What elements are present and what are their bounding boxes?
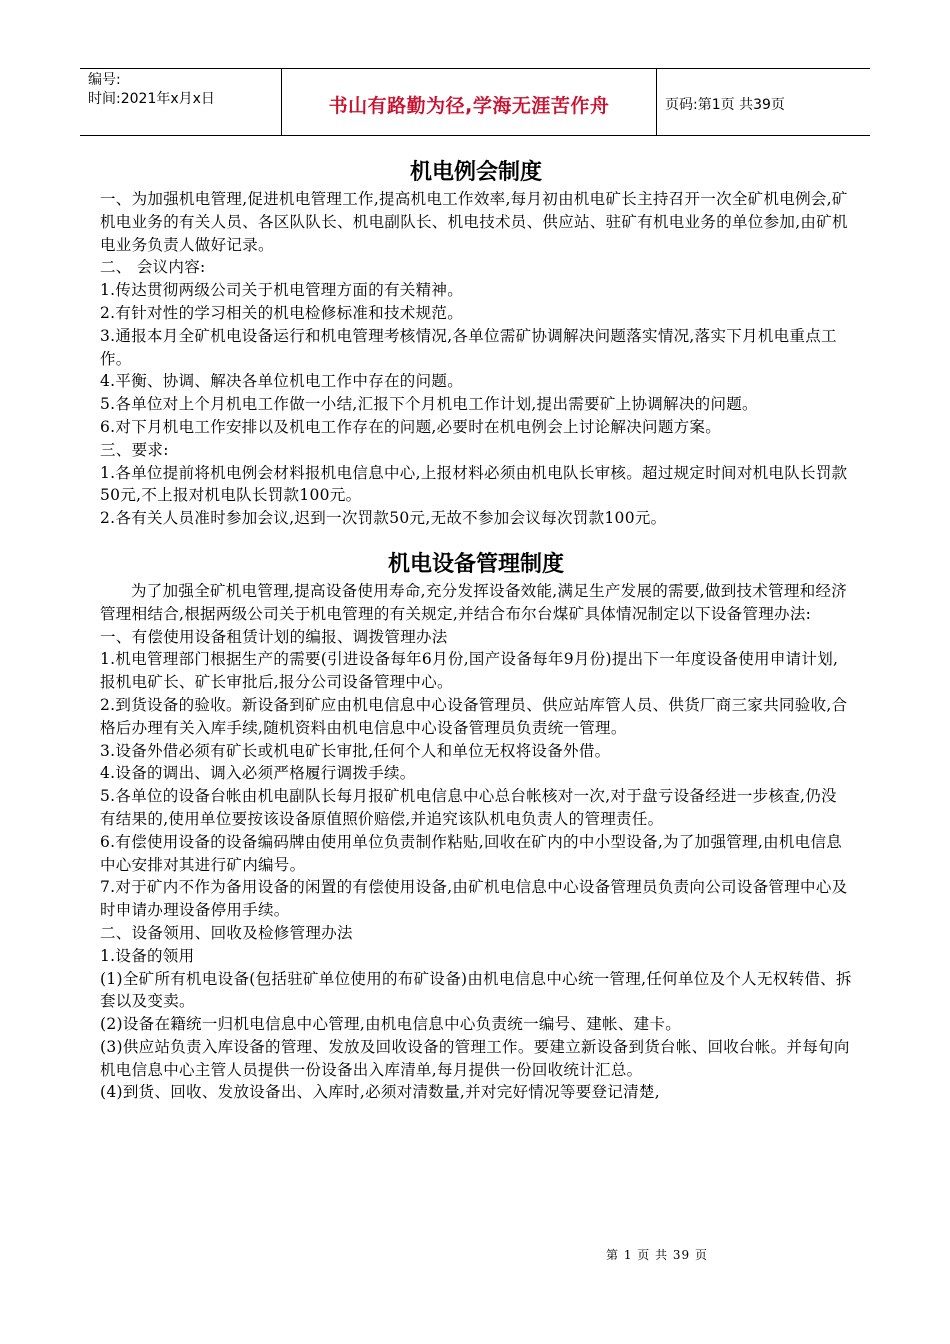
list-item: 2.到货设备的验收。新设备到矿应由机电信息中心设备管理员、供应站库管人员、供货厂商三家共同验收,合格后办理有关入库手续,随机资料由机电信息中心设备管理员负责统一管理。 — [100, 695, 848, 737]
intro-paragraph: 为了加强全矿机电管理,提高设备使用寿命,充分发挥设备效能,满足生产发展的需要,做到技术管理和经济管理相结合,根据两级公司关于机电管理的有关规定,并结合布尔台煤矿具体情况制定以下设备管理办法: — [100, 581, 848, 623]
list-item: 4.平衡、协调、解决各单位机电工作中存在的问题。 — [100, 372, 463, 391]
paragraph: 一、为加强机电管理,促进机电管理工作,提高机电工作效率,每月初由机电矿长主持召开一次全矿机电例会,矿机电业务的有关人员、各区队队长、机电副队长、机电技术员、供应站、驻矿有机电业务的单位参加,由矿机电业务负责人做好记录。 — [100, 190, 848, 254]
footer-page-number: 第 1 页 共 39 页 — [606, 1248, 708, 1262]
list-item: 1.各单位提前将机电例会材料报机电信息中心,上报材料必须由机电队长审核。超过规定时间对机电队长罚款50元,不上报对机电队长罚款100元。 — [100, 463, 848, 505]
paragraph: 三、要求: — [100, 440, 169, 459]
list-item: 1.设备的领用 — [100, 946, 195, 965]
list-item: (1)全矿所有机电设备(包括驻矿单位使用的布矿设备)由机电信息中心统一管理,任何单位及个人无权转借、拆套以及变卖。 — [100, 969, 852, 1011]
list-item: 7.对于矿内不作为备用设备的闲置的有偿使用设备,由矿机电信息中心设备管理员负责向公司设备管理中心及时申请办理设备停用手续。 — [100, 878, 848, 920]
paragraph: 二、设备领用、回收及检修管理办法 — [100, 923, 353, 942]
list-item: 4.设备的调出、调入必须严格履行调拨手续。 — [100, 764, 416, 783]
header-page-info: 页码:第1页 共39页 — [665, 96, 785, 113]
header-left-cell — [80, 69, 282, 135]
list-item: 6.对下月机电工作安排以及机电工作存在的问题,必要时在机电例会上讨论解决问题方案。 — [100, 417, 722, 436]
list-item: (3)供应站负责入库设备的管理、发放及回收设备的管理工作。要建立新设备到货台帐、回收台帐。并每旬向机电信息中心主管人员提供一份设备出入库清单,每月提供一份回收统计汇总。 — [100, 1037, 850, 1079]
section-title-equipment-management: 机电设备管理制度 — [387, 551, 564, 577]
document-number-label: 编号: — [88, 72, 121, 88]
list-item: 3.设备外借必须有矿长或机电矿长审批,任何个人和单位无权将设备外借。 — [100, 741, 611, 760]
list-item: 5.各单位对上个月机电工作做一小结,汇报下个月机电工作计划,提出需要矿上协调解决的问题。 — [100, 395, 758, 414]
list-item: 1.机电管理部门根据生产的需要(引进设备每年6月份,国产设备每年9月份)提出下一年度设备使用申请计划,报机电矿长、矿长审批后,报分公司设备管理中心。 — [100, 650, 839, 692]
document-body — [100, 158, 852, 1104]
section-title-meeting-system: 机电例会制度 — [409, 160, 542, 185]
paragraph: 一、有偿使用设备租赁计划的编报、调拨管理办法 — [100, 627, 448, 646]
list-item: 3.通报本月全矿机电设备运行和机电管理考核情况,各单位需矿协调解决问题落实情况,落实下月机电重点工作。 — [100, 326, 837, 368]
list-item: 2.各有关人员准时参加会议,迟到一次罚款50元,无故不参加会议每次罚款100元。 — [100, 509, 667, 528]
header-table — [80, 68, 870, 136]
list-item: 6.有偿使用设备的设备编码牌由使用单位负责制作粘贴,回收在矿内的中小型设备,为了加强管理,由机电信息中心安排对其进行矿内编号。 — [100, 832, 843, 874]
list-item: 5.各单位的设备台帐由机电副队长每月报矿机电信息中心总台帐核对一次,对于盘亏设备经进一步核查,仍没有结果的,使用单位要按该设备原值照价赔偿,并追究该队机电负责人的管理责任。 — [100, 787, 837, 828]
list-item: (4)到货、回收、发放设备出、入库时,必须对清数量,并对完好情况等要登记清楚, — [100, 1083, 660, 1102]
list-item: (2)设备在籍统一归机电信息中心管理,由机电信息中心负责统一编号、建帐、建卡。 — [100, 1015, 682, 1034]
document-time-label: 时间:2021年x月x日 — [88, 91, 215, 107]
paragraph: 二、 会议内容: — [100, 258, 206, 277]
header-motto: 书山有路勤为径,学海无涯苦作舟 — [282, 69, 657, 135]
list-item: 1.传达贯彻两级公司关于机电管理方面的有关精神。 — [100, 281, 463, 300]
list-item: 2.有针对性的学习相关的机电检修标准和技术规范。 — [100, 303, 463, 322]
